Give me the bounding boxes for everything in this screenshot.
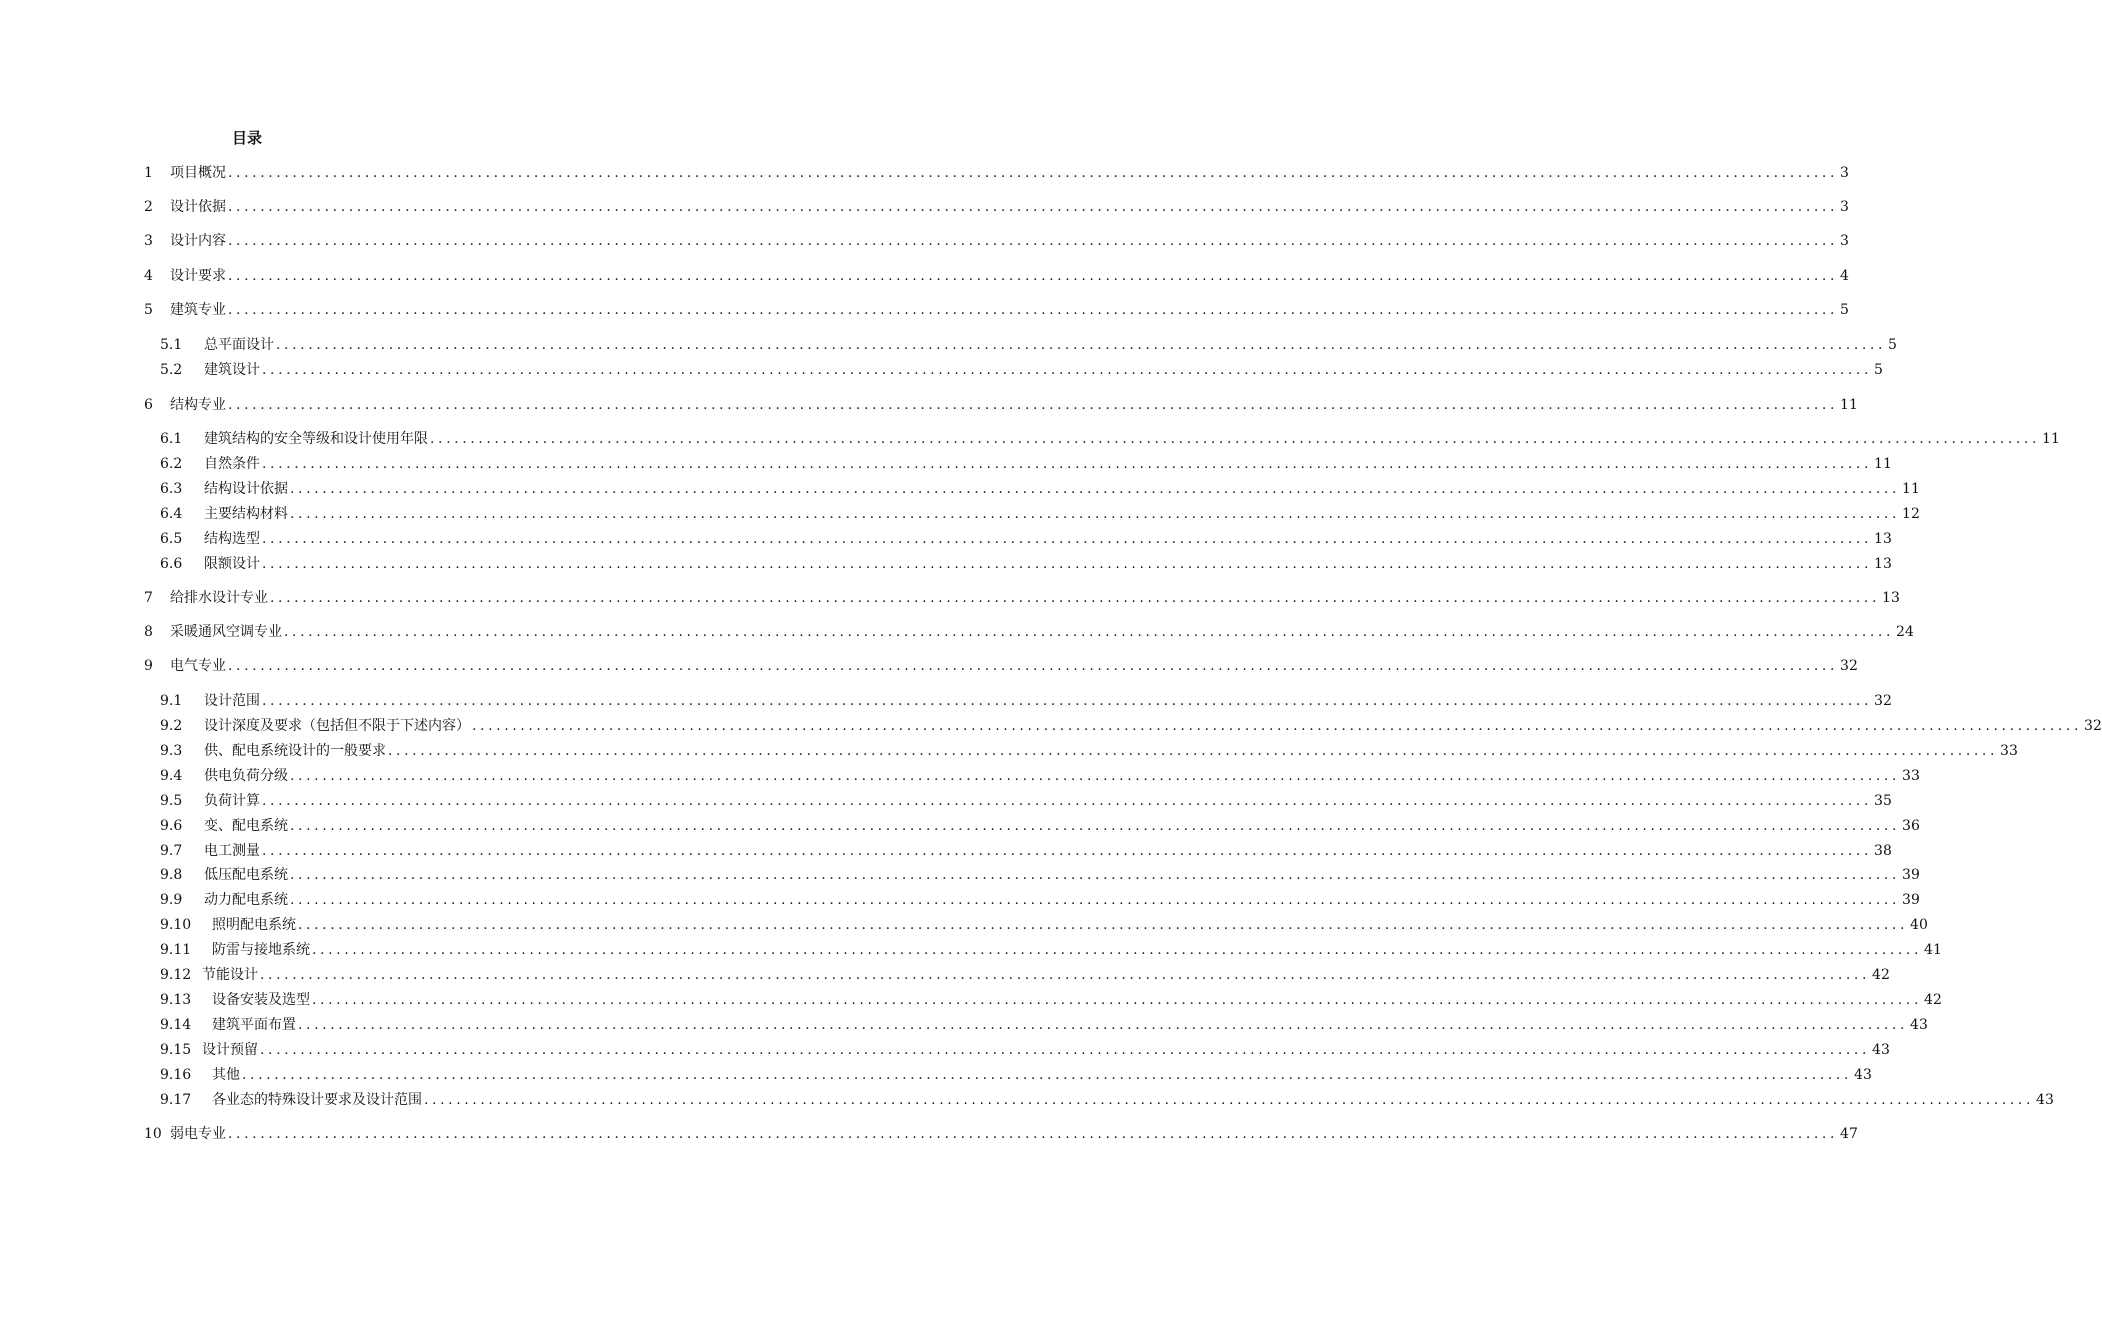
toc-entry[interactable] — [160, 817, 1920, 835]
toc-entry-title: 限额设计 — [204, 556, 260, 572]
toc-entry-title: 负荷计算 — [204, 793, 260, 809]
toc-entry-page-number: 33 — [2000, 743, 2018, 759]
toc-entry-page-number: 3 — [1840, 165, 1849, 181]
toc-entry[interactable] — [160, 555, 1892, 573]
toc-entry-number: 8 — [144, 624, 153, 640]
toc-entry-number: 6.2 — [160, 456, 183, 472]
toc-entry-number: 5.2 — [160, 362, 183, 378]
toc-entry-page-number: 40 — [1910, 917, 1928, 933]
toc-entry-title: 设备安装及选型 — [212, 992, 310, 1008]
toc-dot-leader: ........................................................................................................................................................................................................ — [242, 1067, 1853, 1083]
toc-entry-title: 电气专业 — [170, 658, 226, 674]
toc-dot-leader: ........................................................................................................................................................................................................ — [262, 556, 1873, 572]
toc-entry[interactable] — [160, 505, 1920, 523]
toc-entry-page-number: 11 — [1840, 397, 1858, 413]
toc-dot-leader: ........................................................................................................................................................................................................ — [290, 506, 1901, 522]
toc-entry[interactable] — [144, 657, 1858, 675]
toc-entry-number: 7 — [144, 590, 153, 606]
toc-entry-page-number: 43 — [1910, 1017, 1928, 1033]
toc-dot-leader: ........................................................................................................................................................................................................ — [262, 531, 1873, 547]
toc-dot-leader: ........................................................................................................................................................................................................ — [228, 397, 1839, 413]
toc-entry[interactable] — [144, 198, 1849, 216]
toc-entry-page-number: 43 — [1854, 1067, 1872, 1083]
toc-dot-leader: ........................................................................................................................................................................................................ — [228, 233, 1839, 249]
toc-entry-number: 9.16 — [160, 1067, 192, 1083]
toc-entry[interactable] — [160, 1066, 1872, 1084]
toc-entry-number: 4 — [144, 268, 153, 284]
toc-entry-number: 9.13 — [160, 992, 192, 1008]
toc-entry-page-number: 13 — [1874, 531, 1892, 547]
toc-entry[interactable] — [160, 916, 1928, 934]
toc-entry-page-number: 11 — [1874, 456, 1892, 472]
toc-entry-title: 建筑结构的安全等级和设计使用年限 — [204, 431, 428, 447]
toc-entry[interactable] — [160, 866, 1920, 884]
toc-entry[interactable] — [144, 232, 1849, 250]
toc-entry-page-number: 32 — [1874, 693, 1892, 709]
toc-entry-title: 节能设计 — [202, 967, 258, 983]
toc-entry-number: 5 — [144, 302, 153, 318]
toc-entry-page-number: 5 — [1888, 337, 1897, 353]
toc-dot-leader: ........................................................................................................................................................................................................ — [312, 942, 1923, 958]
toc-entry-page-number: 4 — [1840, 268, 1849, 284]
toc-entry-page-number: 12 — [1902, 506, 1920, 522]
toc-entry-title: 设计深度及要求（包括但不限于下述内容） — [204, 718, 470, 734]
toc-entry-page-number: 3 — [1840, 233, 1849, 249]
toc-entry[interactable] — [160, 1091, 2054, 1109]
toc-entry-number: 9.9 — [160, 892, 183, 908]
toc-entry-page-number: 42 — [1924, 992, 1942, 1008]
toc-entry-number: 10 — [144, 1126, 162, 1142]
toc-entry-number: 6 — [144, 397, 153, 413]
toc-entry-page-number: 36 — [1902, 818, 1920, 834]
toc-entry-title: 供电负荷分级 — [204, 768, 288, 784]
toc-entry-title: 结构选型 — [204, 531, 260, 547]
toc-entry[interactable] — [160, 1016, 1928, 1034]
toc-dot-leader: ........................................................................................................................................................................................................ — [228, 658, 1839, 674]
toc-entry-number: 6.4 — [160, 506, 183, 522]
toc-entry-page-number: 39 — [1902, 867, 1920, 883]
toc-dot-leader: ........................................................................................................................................................................................................ — [298, 1017, 1909, 1033]
toc-dot-leader: ........................................................................................................................................................................................................ — [472, 718, 2083, 734]
toc-title: 目录 — [232, 129, 263, 147]
toc-entry[interactable] — [160, 1041, 1890, 1059]
toc-entry-title: 设计要求 — [170, 268, 226, 284]
toc-entry-page-number: 42 — [1872, 967, 1890, 983]
toc-entry-page-number: 32 — [1840, 658, 1858, 674]
toc-dot-leader: ........................................................................................................................................................................................................ — [284, 624, 1895, 640]
toc-entry-page-number: 43 — [2036, 1092, 2054, 1108]
toc-entry-title: 设计依据 — [170, 199, 226, 215]
toc-entry-title: 动力配电系统 — [204, 892, 288, 908]
toc-entry-number: 3 — [144, 233, 153, 249]
toc-entry-page-number: 47 — [1840, 1126, 1858, 1142]
toc-dot-leader: ........................................................................................................................................................................................................ — [228, 165, 1839, 181]
toc-dot-leader: ........................................................................................................................................................................................................ — [260, 967, 1871, 983]
toc-entry-number: 9.11 — [160, 942, 192, 958]
toc-dot-leader: ........................................................................................................................................................................................................ — [228, 199, 1839, 215]
toc-entry-number: 2 — [144, 199, 153, 215]
toc-entry-page-number: 32 — [2084, 718, 2102, 734]
toc-entry[interactable] — [160, 941, 1942, 959]
toc-entry-page-number: 5 — [1874, 362, 1883, 378]
toc-entry-number: 9.6 — [160, 818, 183, 834]
toc-entry-page-number: 38 — [1874, 843, 1892, 859]
toc-entry-title: 自然条件 — [204, 456, 260, 472]
toc-entry-page-number: 13 — [1874, 556, 1892, 572]
toc-entry-page-number: 35 — [1874, 793, 1892, 809]
toc-entry-page-number: 24 — [1896, 624, 1914, 640]
toc-dot-leader: ........................................................................................................................................................................................................ — [290, 892, 1901, 908]
toc-entry-title: 建筑专业 — [170, 302, 226, 318]
toc-entry-title: 设计内容 — [170, 233, 226, 249]
toc-entry-title: 设计范围 — [204, 693, 260, 709]
toc-entry[interactable] — [144, 1125, 1858, 1143]
toc-entry-number: 5.1 — [160, 337, 183, 353]
toc-entry-title: 主要结构材料 — [204, 506, 288, 522]
toc-dot-leader: ........................................................................................................................................................................................................ — [298, 917, 1909, 933]
toc-entry-title: 变、配电系统 — [204, 818, 288, 834]
toc-entry-title: 给排水设计专业 — [170, 590, 268, 606]
toc-entry-title: 建筑设计 — [204, 362, 260, 378]
toc-entry-page-number: 43 — [1872, 1042, 1890, 1058]
toc-entry[interactable] — [144, 267, 1849, 285]
toc-dot-leader: ........................................................................................................................................................................................................ — [388, 743, 1999, 759]
toc-dot-leader: ........................................................................................................................................................................................................ — [276, 337, 1887, 353]
toc-dot-leader: ........................................................................................................................................................................................................ — [228, 1126, 1839, 1142]
toc-dot-leader: ........................................................................................................................................................................................................ — [290, 818, 1901, 834]
toc-entry-number: 9.3 — [160, 743, 183, 759]
toc-dot-leader: ........................................................................................................................................................................................................ — [262, 793, 1873, 809]
toc-dot-leader: ........................................................................................................................................................................................................ — [270, 590, 1881, 606]
toc-entry[interactable] — [160, 792, 1892, 810]
toc-entry[interactable] — [160, 991, 1942, 1009]
toc-entry[interactable] — [144, 589, 1900, 607]
toc-entry-title: 结构专业 — [170, 397, 226, 413]
toc-entry-number: 9.14 — [160, 1017, 192, 1033]
toc-entry-title: 结构设计依据 — [204, 481, 288, 497]
toc-entry-title: 其他 — [212, 1067, 240, 1083]
toc-entry-title: 防雷与接地系统 — [212, 942, 310, 958]
toc-entry-title: 各业态的特殊设计要求及设计范围 — [212, 1092, 422, 1108]
toc-entry-number: 6.1 — [160, 431, 183, 447]
toc-entry-page-number: 33 — [1902, 768, 1920, 784]
toc-entry[interactable] — [160, 430, 2060, 448]
toc-dot-leader: ........................................................................................................................................................................................................ — [228, 268, 1839, 284]
toc-dot-leader: ........................................................................................................................................................................................................ — [290, 481, 1901, 497]
toc-entry-title: 设计预留 — [202, 1042, 258, 1058]
toc-entry[interactable] — [160, 530, 1892, 548]
toc-entry-number: 6.3 — [160, 481, 183, 497]
toc-dot-leader: ........................................................................................................................................................................................................ — [290, 768, 1901, 784]
toc-entry-page-number: 3 — [1840, 199, 1849, 215]
toc-entry-title: 弱电专业 — [170, 1126, 226, 1142]
toc-entry-title: 项目概况 — [170, 165, 226, 181]
toc-entry-title: 低压配电系统 — [204, 867, 288, 883]
toc-entry-page-number: 11 — [2042, 431, 2060, 447]
toc-entry-page-number: 13 — [1882, 590, 1900, 606]
toc-entry-title: 采暖通风空调专业 — [170, 624, 282, 640]
toc-entry[interactable] — [160, 336, 1897, 354]
toc-entry-title: 照明配电系统 — [212, 917, 296, 933]
toc-dot-leader: ........................................................................................................................................................................................................ — [290, 867, 1901, 883]
toc-dot-leader: ........................................................................................................................................................................................................ — [312, 992, 1923, 1008]
toc-entry-number: 9.17 — [160, 1092, 192, 1108]
toc-entry-title: 建筑平面布置 — [212, 1017, 296, 1033]
toc-dot-leader: ........................................................................................................................................................................................................ — [262, 693, 1873, 709]
toc-dot-leader: ........................................................................................................................................................................................................ — [424, 1092, 2035, 1108]
toc-entry-title: 供、配电系统设计的一般要求 — [204, 743, 386, 759]
toc-entry-title: 总平面设计 — [204, 337, 274, 353]
toc-entry[interactable] — [160, 966, 1890, 984]
toc-entry-number: 6.5 — [160, 531, 183, 547]
toc-entry[interactable] — [160, 742, 2018, 760]
toc-entry[interactable] — [160, 891, 1920, 909]
toc-entry-number: 9 — [144, 658, 153, 674]
toc-entry-number: 9.15 — [160, 1042, 192, 1058]
toc-dot-leader: ........................................................................................................................................................................................................ — [262, 843, 1873, 859]
toc-entry[interactable] — [160, 361, 1883, 379]
toc-entry-number: 9.8 — [160, 867, 183, 883]
toc-entry[interactable] — [160, 842, 1892, 860]
toc-entry-number: 6.6 — [160, 556, 183, 572]
toc-entry[interactable] — [160, 692, 1892, 710]
toc-entry-number: 9.2 — [160, 718, 183, 734]
toc-entry-number: 9.7 — [160, 843, 183, 859]
toc-entry[interactable] — [160, 767, 1920, 785]
toc-entry-page-number: 5 — [1840, 302, 1849, 318]
toc-entry[interactable] — [160, 717, 2102, 735]
toc-entry[interactable] — [144, 164, 1849, 182]
toc-dot-leader: ........................................................................................................................................................................................................ — [262, 456, 1873, 472]
toc-entry-number: 9.10 — [160, 917, 192, 933]
toc-entry[interactable] — [144, 396, 1858, 414]
toc-dot-leader: ........................................................................................................................................................................................................ — [260, 1042, 1871, 1058]
toc-entry-page-number: 11 — [1902, 481, 1920, 497]
toc-dot-leader: ........................................................................................................................................................................................................ — [262, 362, 1873, 378]
toc-entry-number: 9.1 — [160, 693, 183, 709]
toc-entry-number: 1 — [144, 165, 153, 181]
toc-entry[interactable] — [160, 480, 1920, 498]
toc-entry[interactable] — [144, 623, 1914, 641]
toc-entry-number: 9.12 — [160, 967, 192, 983]
toc-dot-leader: ........................................................................................................................................................................................................ — [228, 302, 1839, 318]
toc-entry[interactable] — [144, 301, 1849, 319]
toc-entry-number: 9.5 — [160, 793, 183, 809]
toc-dot-leader: ........................................................................................................................................................................................................ — [430, 431, 2041, 447]
toc-entry-page-number: 39 — [1902, 892, 1920, 908]
toc-entry[interactable] — [160, 455, 1892, 473]
toc-entry-page-number: 41 — [1924, 942, 1942, 958]
toc-entry-number: 9.4 — [160, 768, 183, 784]
toc-entry-title: 电工测量 — [204, 843, 260, 859]
